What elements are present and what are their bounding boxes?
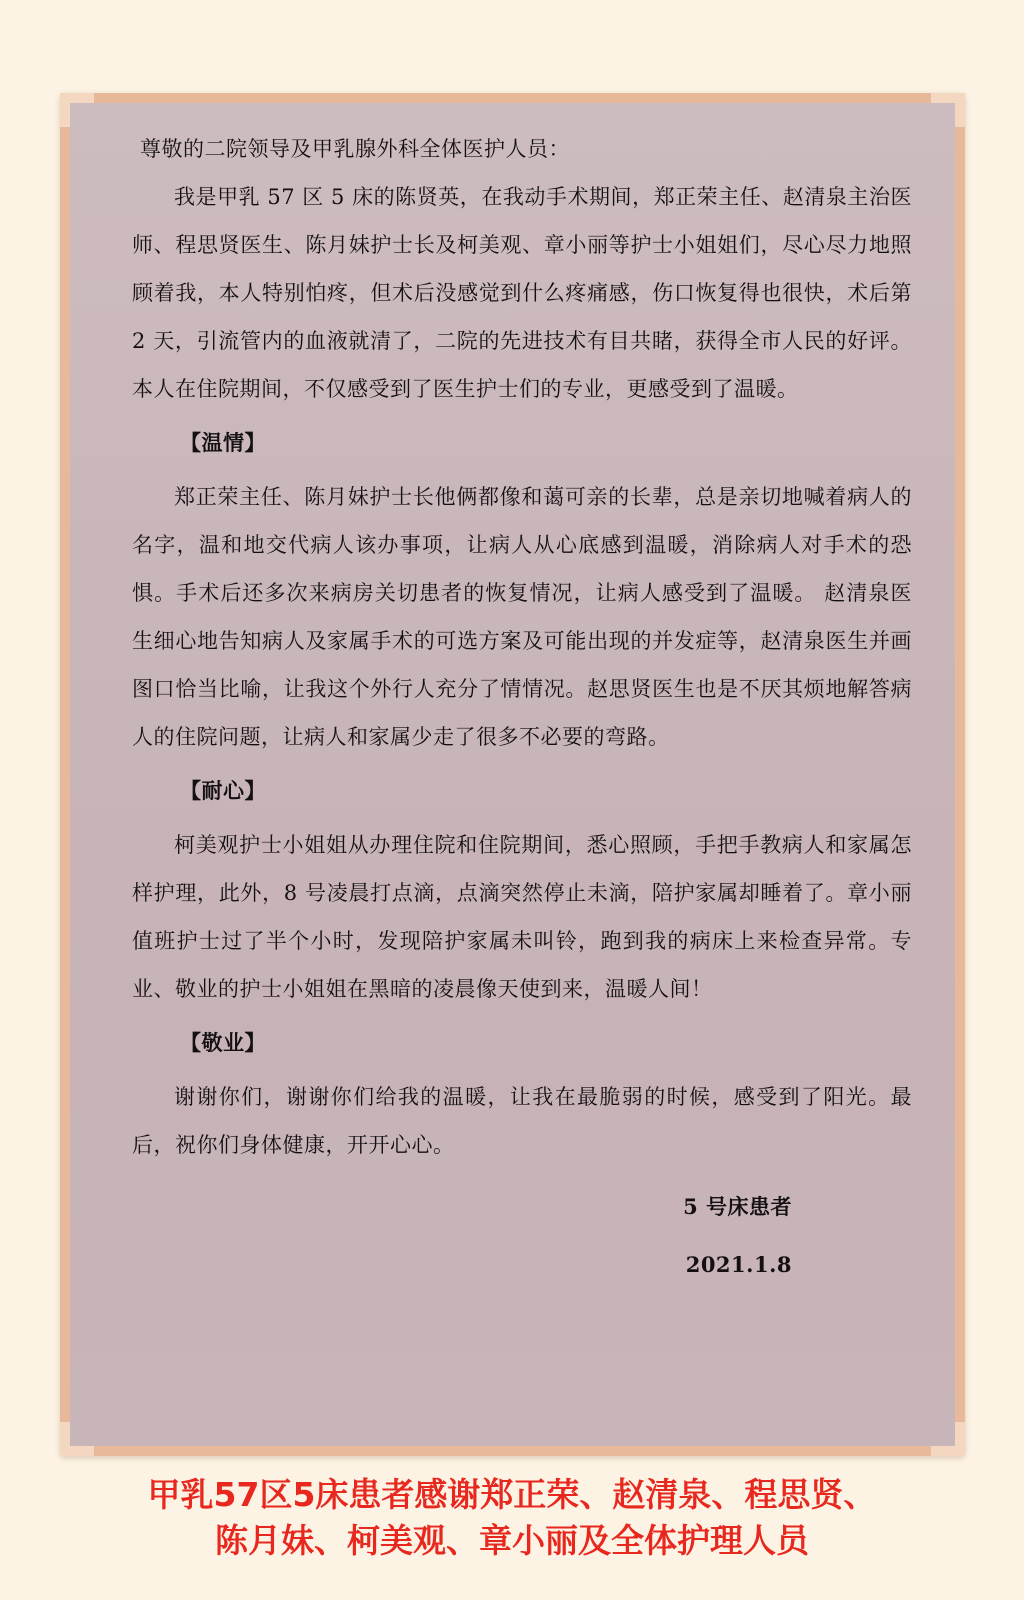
section-heading-dedication: 【敬业】 — [180, 1030, 266, 1055]
letter-date: 2021.1.8 — [685, 1252, 792, 1277]
photo-frame — [60, 93, 965, 1456]
letter-signature: 5 号床患者 — [683, 1194, 792, 1219]
section-heading-warmth: 【温情】 — [180, 430, 266, 455]
section-heading-patience: 【耐心】 — [180, 778, 266, 803]
section-body-dedication: 谢谢你们，谢谢你们给我的温暖，让我在最脆弱的时候，感受到了阳光。最后，祝你们身体健康，开开心心。 — [132, 1085, 912, 1157]
section-body-patience: 柯美观护士小姐姐从办理住院和住院期间，悉心照顾，手把手教病人和家属怎样护理，此外，8 号凌晨打点滴，点滴突然停止未滴，陪护家属却睡着了。章小丽值班护士过了半个小时，发现陪护家属未叫铃，跑到我的病床上来检查异常。专业、敬业的护士小姐姐在黑暗的凌晨像天使到来，温暖人间！ — [132, 833, 912, 1001]
caption-line-2: 陈月妹、柯美观、章小丽及全体护理人员 — [215, 1521, 809, 1560]
letter-greeting: 尊敬的二院领导及甲乳腺外科全体医护人员： — [140, 137, 570, 161]
section-body-warmth: 郑正荣主任、陈月妹护士长他俩都像和蔼可亲的长辈，总是亲切地喊着病人的名字，温和地交代病人该办事项，让病人从心底感到温暖，消除病人对手术的恐惧。手术后还多次来病房关切患者的恢复情况，让病人感受到了温暖。 赵清泉医生细心地告知病人及家属手术的可选方案及可能出现的并发症等，赵清泉医生并画图口恰当比喻，让我这个外行人充分了情情况。赵思贤医生也是不厌其烦地解答病人的住院问题，让病人和家属少走了很多不必要的弯路。 — [132, 485, 912, 749]
letter-intro-paragraph: 我是甲乳 57 区 5 床的陈贤英，在我动手术期间，郑正荣主任、赵清泉主治医师、程思贤医生、陈月妹护士长及柯美观、章小丽等护士小姐姐们，尽心尽力地照顾着我，本人特别怕疼，但术后没感觉到什么疼痛感，伤口恢复得也很快，术后第 2 天，引流管内的血液就清了，二院的先进技术有目共睹，获得全市人民的好评。本人在住院期间，不仅感受到了医生护士们的专业，更感受到了温暖。 — [132, 185, 912, 401]
caption-line-1: 甲乳57区5床患者感谢郑正荣、赵清泉、程思贤、 — [147, 1475, 877, 1514]
letter-paper — [70, 103, 955, 1446]
thank-you-letter — [132, 125, 912, 1289]
page-caption — [0, 1472, 1024, 1564]
